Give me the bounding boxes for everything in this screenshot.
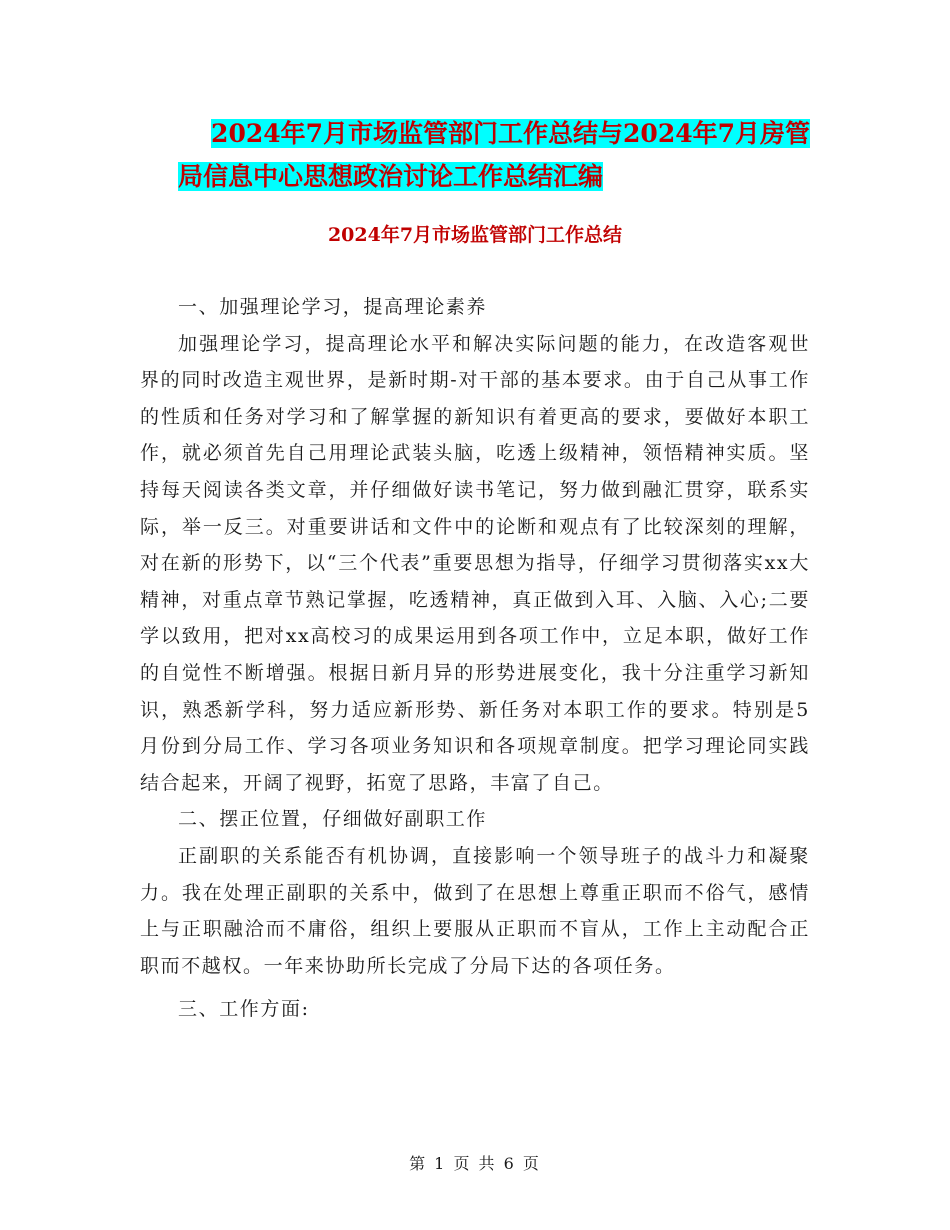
heading-2: 二、摆正位置，仔细做好副职工作 [178, 808, 488, 831]
page-number-footer: 第 1 页 共 6 页 [409, 1154, 541, 1173]
paragraph-1: 加强理论学习，提高理论水平和解决实际问题的能力，在改造客观世界的同时改造主观世界，是新时期-对干部的基本要求。由于自己从事工作的性质和任务对学习和了解掌握的新知识有着更高的要求，要做好本职工作，就必须首先自己用理论武装头脑，吃透上级精神，领悟精神实质。坚持每天阅读各类文章，并仔细做好读书笔记，努力做到融汇贯穿，联系实际，举一反三。对重要讲话和文件中的论断和观点有了比较深刻的理解，对在新的形势下，以“三个代表”重要思想为指导，仔细学习贯彻落实xx大精神，对重点章节熟记掌握，吃透精神，真正做到入耳、入脑、入心;二要学以致用，把对xx高校习的成果运用到各项工作中，立足本职，做好工作的自觉性不断增强。根据日新月异的形势进展变化，我十分注重学习新知识，熟悉新学科，努力适应新形势、新任务对本职工作的要求。特别是5月份到分局工作、学习各项业务知识和各项规章制度。把学习理论同实践结合起来，开阔了视野，拓宽了思路，丰富了自己。 [140, 332, 810, 794]
heading-3: 三、工作方面: [178, 998, 310, 1021]
document-title [140, 112, 810, 198]
document-title-line-2: 局信息中心思想政治讨论工作总结汇编 [178, 162, 604, 191]
paragraph-2: 正副职的关系能否有机协调，直接影响一个领导班子的战斗力和凝聚力。我在处理正副职的关系中，做到了在思想上尊重正职而不俗气，感情上与正职融洽而不庸俗，组织上要服从正职而不盲从，工作上主动配合正职而不越权。一年来协助所长完成了分局下达的各项任务。 [140, 844, 810, 977]
document-body [140, 289, 810, 1028]
document-title-line-1: 2024年7月市场监管部门工作总结与2024年7月房管 [211, 119, 810, 148]
heading-1: 一、加强理论学习，提高理论素养 [178, 296, 488, 318]
section-title: 2024年7月市场监管部门工作总结 [327, 224, 623, 246]
